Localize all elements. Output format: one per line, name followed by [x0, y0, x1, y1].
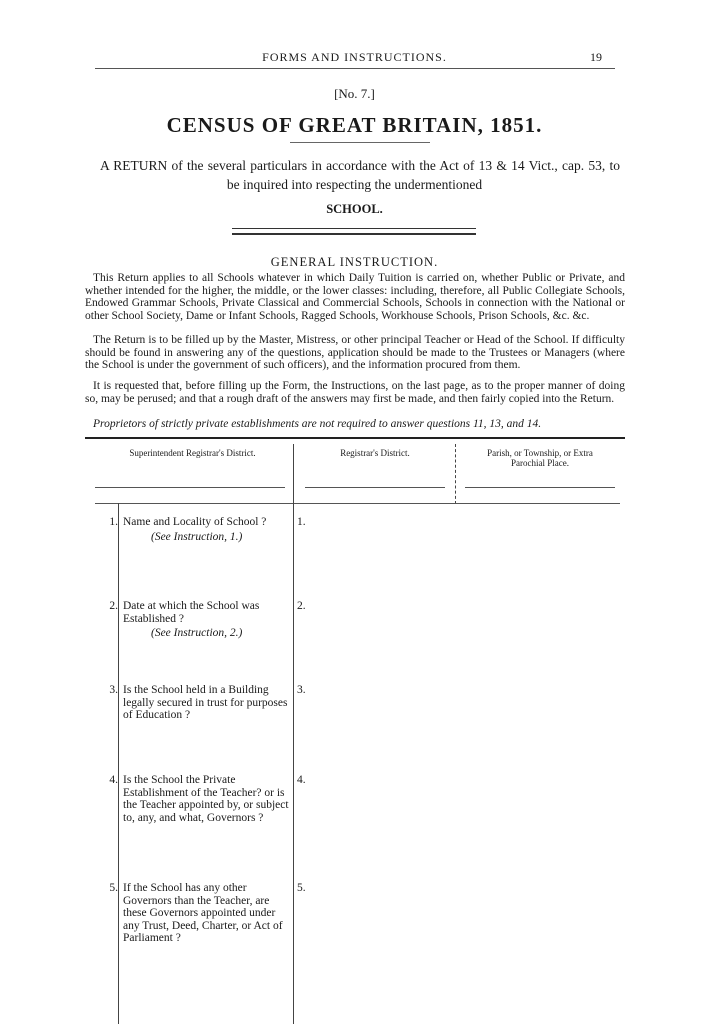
parish-label: Parish, or Township, or Extra Parochial Place.: [487, 448, 593, 468]
superintendent-district-label: Superintendent Registrar's District.: [129, 448, 256, 458]
instruction-reference: (See Instruction, 2.): [151, 627, 243, 640]
question-label: Name and Locality of School ?: [123, 516, 267, 528]
general-instruction-heading: GENERAL INSTRUCTION.: [270, 255, 439, 269]
school-label: SCHOOL.: [326, 202, 383, 216]
answer-field-3[interactable]: [310, 680, 610, 764]
instruction-note: Proprietors of strictly private establishments are not required to answer questions 11, 13, and 14.: [93, 418, 542, 430]
question-label: Is the School held in a Building legally secured in trust for purposes of Education ?: [123, 684, 288, 722]
question-label: Is the School the Private Establishment of the Teacher? or is the Teacher appointed by, or subject to, any, and what, Governors ?: [123, 774, 289, 824]
return-intro-line2: be inquired into respecting the undermentioned: [226, 177, 483, 192]
form-number: [No. 7.]: [334, 86, 375, 101]
answer-number: 3.: [297, 684, 306, 696]
return-intro-line1: A RETURN of the several particulars in accordance with the Act of 13 & 14 Vict., cap. 53, to: [100, 158, 620, 173]
column-divider: [293, 444, 294, 504]
question-number: 3.: [109, 684, 118, 696]
parish-field[interactable]: [465, 487, 615, 488]
question-label: If the School has any other Governors than the Teacher, are these Governors appointed under any Trust, Deed, Charter, or Act of Parliament ?: [123, 882, 283, 945]
instruction-paragraph: This Return applies to all Schools whatever in which Daily Tuition is carried on, whether Public or Private, and whether intended for the higher, the middle, or the lower classes: including, therefore, all Public Collegiate Schools, Endowed Grammar Schools, Private Classical and Commercial Schools, Schools in connection with the National or other School Society, Dame or Infant Schools, Ragged Schools, Workhouse Schools, Prison Schools, &c. &c.: [85, 272, 625, 322]
double-divider: [232, 228, 476, 235]
answer-field-5[interactable]: [310, 878, 610, 998]
answer-column-divider: [293, 503, 294, 1024]
instruction-paragraph: It is requested that, before filling up the Form, the Instructions, on the last page, as to the proper manner of doing so, may be perused; and that a rough draft of the answers may first be made, and then fairly copied into the Return.: [85, 380, 625, 405]
question-number-divider: [118, 503, 119, 1024]
answer-number: 1.: [297, 516, 306, 528]
question-number: 1.: [109, 516, 118, 528]
page-title: CENSUS OF GREAT BRITAIN, 1851.: [166, 113, 543, 137]
question-number: 4.: [109, 774, 118, 786]
answer-number: 5.: [297, 882, 306, 894]
question-text: [123, 600, 293, 640]
registrar-district-label: Registrar's District.: [340, 448, 410, 458]
header-divider: [95, 68, 615, 69]
question-text: [123, 516, 293, 543]
registrar-district-field[interactable]: [305, 487, 445, 488]
question-number: 5.: [109, 882, 118, 894]
column-divider: [455, 444, 456, 504]
answer-number: 4.: [297, 774, 306, 786]
district-table-bottom-rule: [95, 503, 620, 504]
question-number: 2.: [109, 600, 118, 612]
instruction-paragraph: The Return is to be filled up by the Master, Mistress, or other principal Teacher or Head of the School. If difficulty should be found in answering any of the questions, application should be made to the Trustees or Managers (where the School is under the government of such officers), and the information procured from them.: [85, 334, 625, 372]
question-text: [123, 882, 293, 945]
title-divider: [290, 142, 430, 143]
question-label: Date at which the School was Established ?: [123, 600, 260, 625]
running-head: FORMS AND INSTRUCTIONS.: [262, 50, 447, 64]
answer-field-1[interactable]: [310, 512, 610, 596]
instruction-reference: (See Instruction, 1.): [151, 530, 243, 543]
answer-number: 2.: [297, 600, 306, 612]
question-text: [123, 684, 293, 722]
answer-field-4[interactable]: [310, 770, 610, 870]
superintendent-district-field[interactable]: [95, 487, 285, 488]
page-number: 19: [590, 50, 602, 64]
answer-field-2[interactable]: [310, 596, 610, 680]
district-header-rule: [85, 437, 625, 439]
question-text: [123, 774, 293, 824]
